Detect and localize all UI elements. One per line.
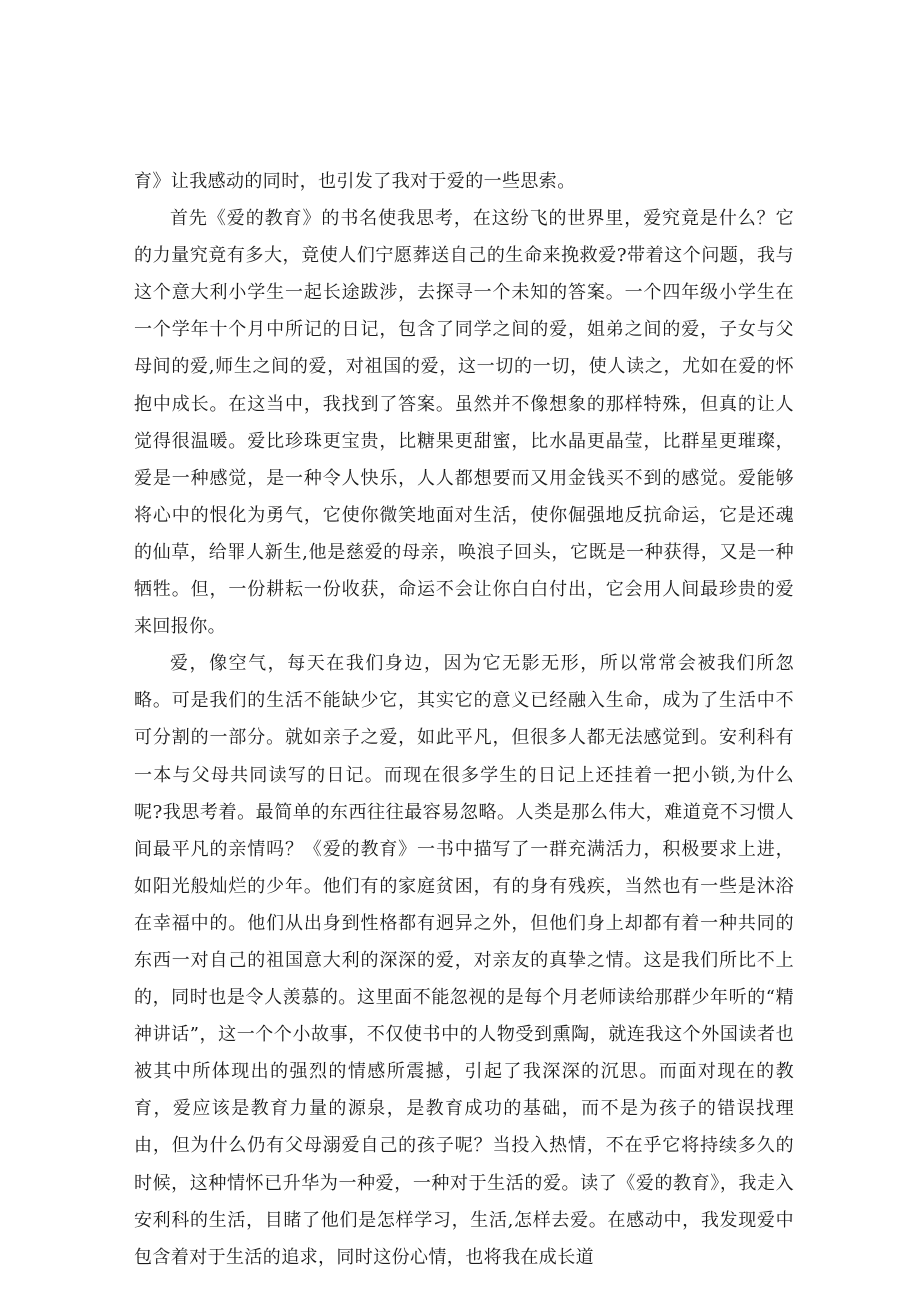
paragraph-book-title-reflection: 首先《爱的教育》的书名使我思考，在这纷飞的世界里，爱究竟是什么？它的力量究竟有多大，竟使人们宁愿葬送自己的生命来挽救爱?带着这个问题，我与这个意大利小学生一起长途跋涉，去探寻一个未知的答案。一个四年级小学生在一个学年十个月中所记的日记，包含了同学之间的爱，姐弟之间的爱，子女与父母间的爱,师生之间的爱，对祖国的爱，这一切的一切，使人读之，尤如在爱的怀抱中成长。在这当中，我找到了答案。虽然并不像想象的那样特殊，但真的让人觉得很温暖。爱比珍珠更宝贵，比糖果更甜蜜，比水晶更晶莹，比群星更璀璨，爱是一种感觉，是一种令人快乐，人人都想要而又用金钱买不到的感觉。爱能够将心中的恨化为勇气，它使你微笑地面对生活，使你倔强地反抗命运，它是还魂的仙草，给罪人新生,他是慈爱的母亲，唤浪子回头，它既是一种获得，又是一种牺牲。但，一份耕耘一份收获，命运不会让你白白付出，它会用人间最珍贵的爱来回报你。 [134, 208, 794, 638]
document-body [134, 163, 794, 1276]
paragraph-love-like-air: 爱，像空气，每天在我们身边，因为它无影无形，所以常常会被我们所忽略。可是我们的生活不能缺少它，其实它的意义已经融入生命，成为了生活中不可分割的一部分。就如亲子之爱，如此平凡，但很多人都无法感觉到。安利科有一本与父母共同读写的日记。而现在很多学生的日记上还挂着一把小锁,为什么呢?我思考着。最简单的东西往往最容易忽略。人类是那么伟大，难道竟不习惯人间最平凡的亲情吗？《爱的教育》一书中描写了一群充满活力，积极要求上进，如阳光般灿烂的少年。他们有的家庭贫困，有的身有残疾，当然也有一些是沐浴在幸福中的。他们从出身到性格都有迥异之外，但他们身上却都有着一种共同的东西一对自己的祖国意大利的深深的爱，对亲友的真挚之情。这是我们所比不上的，同时也是令人羡慕的。这里面不能忽视的是每个月老师读给那群少年听的“精神讲话”，这一个个小故事，不仅使书中的人物受到熏陶，就连我这个外国读者也被其中所体现出的强烈的情感所震撼，引起了我深深的沉思。而面对现在的教育，爱应该是教育力量的源泉，是教育成功的基础，而不是为孩子的错误找理由，但为什么仍有父母溺爱自己的孩子呢？当投入热情，不在乎它将持续多久的时候，这种情怀已升华为一种爱，一种对于生活的爱。读了《爱的教育》，我走入安利科的生活，目睹了他们是怎样学习，生活,怎样去爱。在感动中，我发现爱中包含着对于生活的追求，同时这份心情，也将我在成长道 [134, 653, 794, 1268]
paragraph-continuation: 育》让我感动的同时，也引发了我对于爱的一些思索。 [134, 171, 576, 192]
